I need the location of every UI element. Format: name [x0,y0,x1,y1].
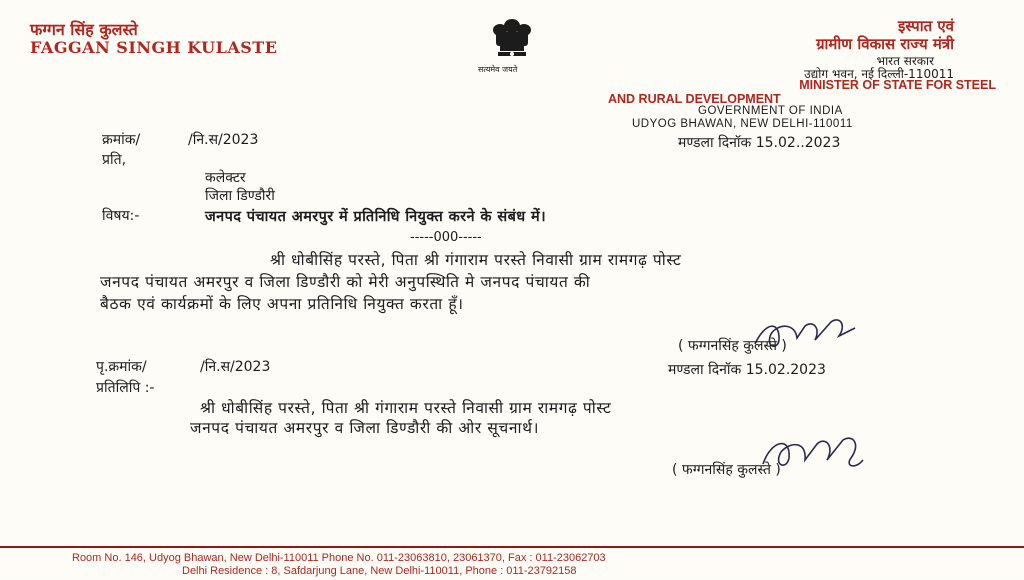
copy-line2: जनपद पंचायत अमरपुर व जिला डिण्डौरी की ओर सूचनार्थ। [190,419,540,437]
footer-line2: Delhi Residence : 8, Safdarjung Lane, New Delhi-110011, Phone : 011-23792158 [182,565,577,577]
endorsement-ref-label: पृ.क्रमांक/ [96,359,147,375]
govt-hindi: भारत सरकार [876,54,934,68]
ref-number: /नि.स/2023 [188,132,259,148]
separator: -----000----- [410,230,482,245]
address-english: UDYOG BHAWAN, NEW DELHI-110011 [632,118,853,130]
copy-label: प्रतिलिपि :- [96,380,155,396]
ref-label: क्रमांक/ [102,132,141,148]
designation-hindi-line1: इस्पात एवं [897,17,954,35]
endorsement-ref-number: /नि.स/2023 [200,359,271,375]
endorsement-place-date: मण्डला दिनॉक 15.02.2023 [668,362,826,378]
to-label: प्रति, [102,152,127,168]
footer-line1: Room No. 146, Udyog Bhawan, New Delhi-110011 Phone No. 011-23063810, 23061370, Fax : 011-23062703 [72,552,606,564]
signature-name: ( फग्गनसिंह कुलस्ते ) [678,338,787,354]
footer-rule [0,546,1024,548]
emblem-motto: सत्यमेव जयते [478,65,518,74]
designation-english-line1: MINISTER OF STATE FOR STEEL [799,78,996,92]
designation-english-line2: AND RURAL DEVELOPMENT [608,92,781,106]
subject-text: जनपद पंचायत अमरपुर में प्रतिनिधि नियुक्त करने के संबंध में। [205,209,546,225]
copy-line1: श्री धोबीसिंह परस्ते, पिता श्री गंगाराम परस्ते निवासी ग्राम रामगढ़ पोस्ट [200,399,612,417]
recipient-line1: कलेक्टर [205,170,246,186]
body-line1: श्री धोबीसिंह परस्ते, पिता श्री गंगाराम परस्ते निवासी ग्राम रामगढ़ पोस्ट [270,251,682,269]
place-date: मण्डला दिनॉक 15.02..2023 [678,135,841,151]
designation-hindi-line2: ग्रामीण विकास राज्य मंत्री [816,35,954,53]
govt-english: GOVERNMENT OF INDIA [698,105,843,117]
body-line2: जनपद पंचायत अमरपुर व जिला डिण्डौरी को मेरी अनुपस्थिति मे जनपद पंचायत की [100,273,591,291]
recipient-line2: जिला डिण्डौरी [205,188,275,204]
subject-label: विषय:- [102,208,140,224]
name-hindi: फग्गन सिंह कुलस्ते [30,20,138,39]
endorsement-signature-name: ( फग्गनसिंह कुलस्ते ) [672,462,781,478]
address-hindi: उद्योग भवन, नई दिल्ली-110011 [804,67,954,81]
body-line3: बैठक एवं कार्यक्रमों के लिए अपना प्रतिनिधि नियुक्त करता हूँ। [100,295,464,313]
name-english: FAGGAN SINGH KULASTE [30,38,278,57]
